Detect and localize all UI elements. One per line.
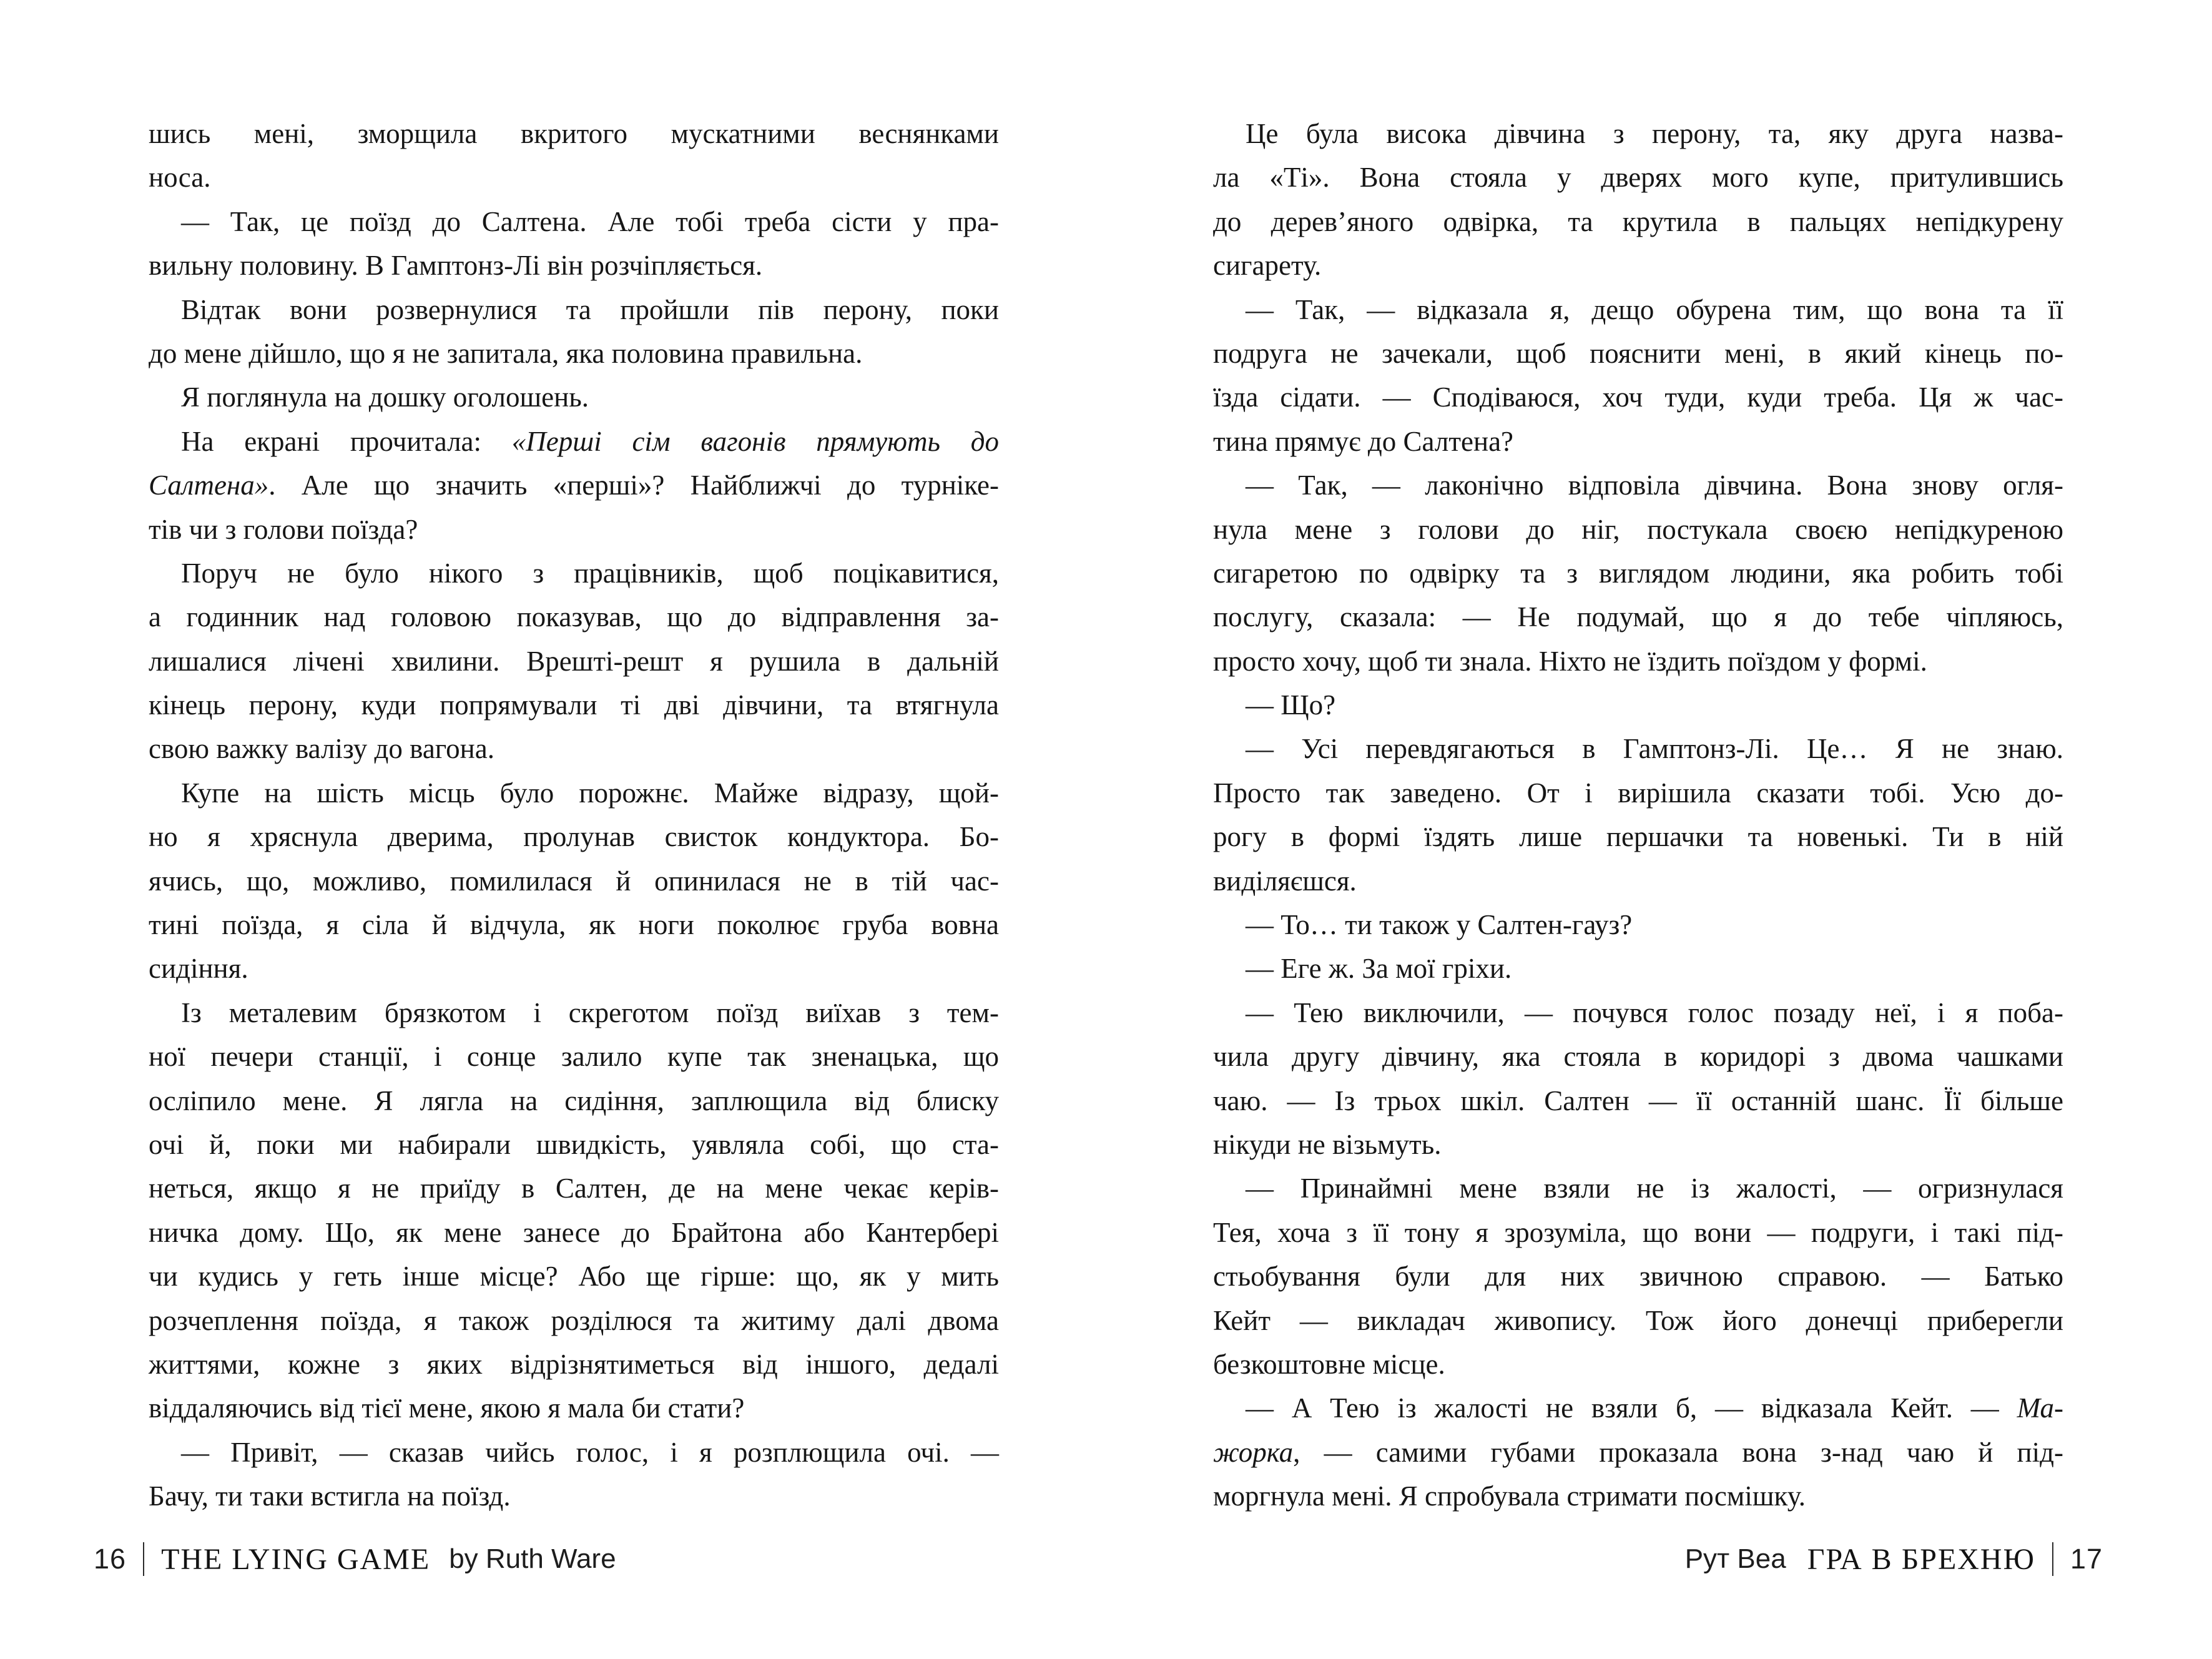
left-page-text <box>149 112 999 1519</box>
text-line: життями, кожне з яких відрізнятиметься від іншого, дедалі <box>149 1348 999 1380</box>
text-line: — Тею виключили, — почувся голос позаду неї, і я поба- <box>1246 997 2063 1028</box>
text-line: — А Тею із жалості не взяли б, — відказала Кейт. — Ма- <box>1246 1392 2063 1424</box>
book-title-original: THE LYING GAME <box>161 1542 431 1576</box>
text-line: — Привіт, — сказав чийсь голос, і я розплющила очі. — <box>181 1436 999 1468</box>
text-line: рогу в формі їздять лише першачки та новенькі. Ти в ній <box>1213 821 2063 853</box>
text-line: чаю. — Із трьох шкіл. Салтен — її останній шанс. Її більше <box>1213 1085 2063 1116</box>
text-line: — Еге ж. За мої гріхи. <box>1246 953 1512 985</box>
text-line: — То… ти також у Салтен-гауз? <box>1246 909 1633 941</box>
text-line: сидіння. <box>149 953 248 985</box>
book-author-original: by Ruth Ware <box>449 1543 616 1574</box>
text-line: тів чи з голови поїзда? <box>149 513 418 545</box>
right-page-text <box>1213 112 2063 1519</box>
text-line: подруга не зачекали, щоб пояснити мені, в який кінець по- <box>1213 337 2063 369</box>
text-line: Я поглянула на дошку оголошень. <box>181 382 589 413</box>
text-line: — Принаймні мене взяли не із жалості, — огризнулася <box>1246 1173 2063 1204</box>
text-line: носа. <box>149 162 211 194</box>
text-line: На екрані прочитала: «Перші сім вагонів прямують до <box>181 425 999 457</box>
footer-divider <box>2052 1542 2053 1576</box>
text-line: просто хочу, щоб ти знала. Ніхто не їздить поїздом у формі. <box>1213 645 1927 677</box>
text-line: їзда сідати. — Сподіваюся, хоч туди, куди треба. Ця ж час- <box>1213 382 2063 413</box>
text-line: — Так, — лаконічно відповіла дівчина. Вона знову огля- <box>1246 470 2063 501</box>
text-line: а годинник над головою показував, що до відправлення за- <box>149 601 999 633</box>
text-line: нула мене з голови до ніг, постукала своєю непідкуреною <box>1213 513 2063 545</box>
text-line: виділяєшся. <box>1213 865 1357 897</box>
text-line: Салтена». Але що значить «перші»? Найближчі до турніке- <box>149 470 999 501</box>
text-line: чи кудись у геть інше місце? Або ще гірше: що, як у мить <box>149 1261 999 1292</box>
text-line: Тея, хоча з її тону я зрозуміла, що вони — подруги, і такі під- <box>1213 1216 2063 1248</box>
text-line: до мене дійшло, що я не запитала, яка половина правильна. <box>149 337 863 369</box>
text-line: — Так, — відказала я, дещо обурена тим, що вона та її <box>1246 293 2063 325</box>
text-line: неться, якщо я не приїду в Салтен, де на мене чекає керів- <box>149 1173 999 1204</box>
text-line: сигаретою по одвірку та з виглядом людини, яка робить тобі <box>1213 557 2063 589</box>
text-line: свою важку валізу до вагона. <box>149 733 494 765</box>
text-line: вильну половину. В Гамптонз-Лі він розчіпляється. <box>149 250 763 282</box>
text-line: безкоштовне місце. <box>1213 1348 1445 1380</box>
text-line: очі й, поки ми набирали швидкість, уявляла собі, що ста- <box>149 1128 999 1160</box>
text-line: Купе на шість місць було порожнє. Майже відразу, щой- <box>181 777 999 809</box>
text-line: жорка, — самими губами проказала вона з-над чаю й під- <box>1213 1436 2063 1468</box>
text-line: Це була висока дівчина з перону, та, яку друга назва- <box>1246 118 2063 149</box>
footer-divider <box>143 1542 144 1576</box>
text-line: ла «Ті». Вона стояла у дверях мого купе, притулившись <box>1213 162 2063 194</box>
text-line: чила другу дівчину, яка стояла в коридорі з двома чашками <box>1213 1041 2063 1073</box>
text-line: тині поїзда, я сіла й відчула, як ноги поколює груба вовна <box>149 909 999 941</box>
text-line: — Усі перевдягаються в Гамптонз-Лі. Це… Я не знаю. <box>1246 733 2063 765</box>
text-line: Відтак вони розвернулися та пройшли пів перону, поки <box>181 293 999 325</box>
text-line: кінець перону, куди попрямували ті дві дівчини, та втягнула <box>149 689 999 721</box>
text-line: ної печери станції, і сонце залило купе так зненацька, що <box>149 1041 999 1073</box>
text-line: сигарету. <box>1213 250 1322 282</box>
text-line: — Що? <box>1246 689 1336 721</box>
left-page-number: 16 <box>94 1543 127 1575</box>
book-title-translated: ГРА В БРЕХНЮ <box>1807 1542 2035 1576</box>
text-line: Бачу, ти таки встигла на поїзд. <box>149 1480 511 1512</box>
text-line: Просто так заведено. От і вирішила сказати тобі. Усю до- <box>1213 777 2063 809</box>
text-line: ячись, що, можливо, помилилася й опинилася не в тій час- <box>149 865 999 897</box>
text-line: лишалися лічені хвилини. Врешті-решт я рушила в дальній <box>149 645 999 677</box>
left-page-footer <box>94 1537 616 1581</box>
text-line: віддаляючись від тієї мене, якою я мала би стати? <box>149 1392 745 1424</box>
text-line: Кейт — викладач живопису. Тож його донечці приберегли <box>1213 1304 2063 1336</box>
text-line: моргнула мені. Я спробувала стримати посмішку. <box>1213 1480 1806 1512</box>
text-line: — Так, це поїзд до Салтена. Але тобі треба сісти у пра- <box>181 205 999 237</box>
text-line: стьобування були для них звичною справою. — Батько <box>1213 1261 2063 1292</box>
text-line: ничка дому. Що, як мене занесе до Брайтона або Кантербері <box>149 1216 999 1248</box>
text-line: розчеплення поїзда, я також розділюся та житиму далі двома <box>149 1304 999 1336</box>
text-line: до дерев’яного одвірка, та крутила в пальцях непідкурену <box>1213 205 2063 237</box>
book-author-translated: Рут Веа <box>1684 1543 1786 1574</box>
text-line: осліпило мене. Я лягла на сидіння, заплющила від блиску <box>149 1085 999 1116</box>
text-line: нікуди не візьмуть. <box>1213 1128 1442 1160</box>
text-line: шись мені, зморщила вкритого мускатними веснянками <box>149 118 999 149</box>
text-line: Із металевим брязкотом і скреготом поїзд виїхав з тем- <box>181 997 999 1028</box>
right-page-footer <box>1685 1537 2103 1581</box>
text-line: послугу, сказала: — Не подумай, що я до тебе чіпляюсь, <box>1213 601 2063 633</box>
text-line: тина прямує до Салтена? <box>1213 425 1514 457</box>
text-line: но я хряснула дверима, пролунав свисток кондуктора. Бо- <box>149 821 999 853</box>
right-page-number: 17 <box>2070 1543 2103 1575</box>
text-line: Поруч не було нікого з працівників, щоб поцікавитися, <box>181 557 999 589</box>
